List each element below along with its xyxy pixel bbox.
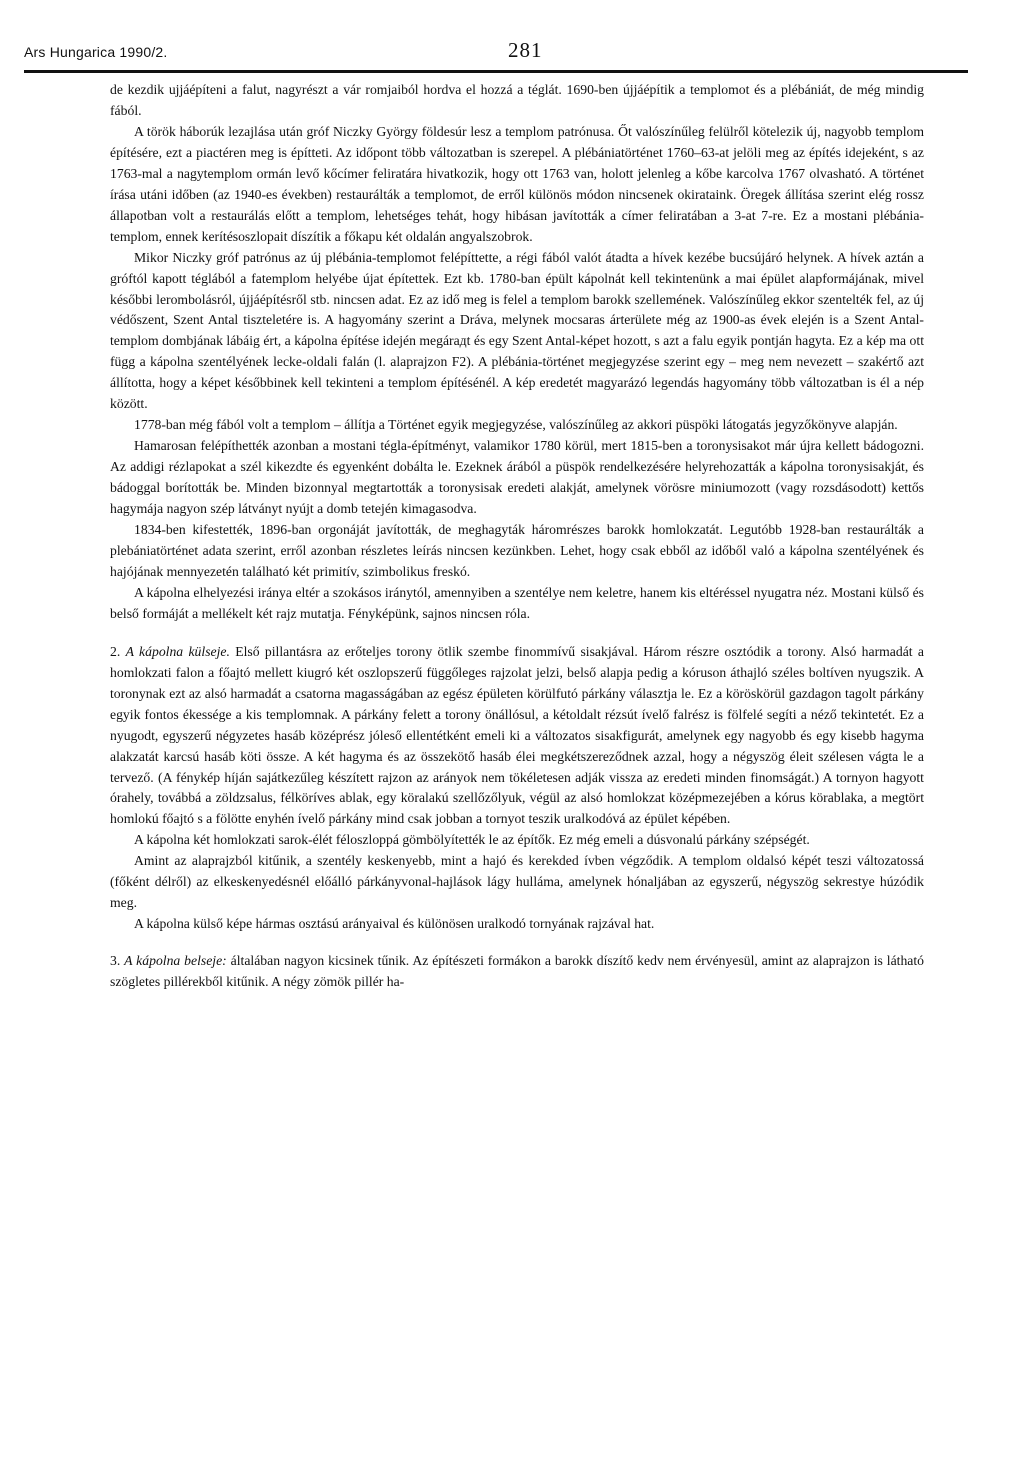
section-2-number: 2. [110, 643, 121, 659]
journal-title: Ars Hungarica 1990/2. [24, 44, 168, 60]
running-header [24, 38, 964, 72]
page-number: 281 [508, 38, 543, 62]
section-2-text: Első pillantásra az erőteljes torony ötlik szembe finommívű sisakjával. Három részre osztódik a torony. Alsó harmadát a homlokzati falon a főajtó mellett kiugró két oszlopszerű függőleges rajzolat jelzi, belső alapja pedig a kóruson áthajló széles boltíven nyugszik. A toronynak ezt az alsó harmadát a csatorna magasságában az egész épületen körülfutó párkány választja le. Ez a köröskörül gazdagon tagolt párkány egyik fontos ékessége a kis templomnak. A párkány felett a torony önállósul, a kétoldalt rézsút ívelő falrész is fölfelé segíti a néző tekintetét. Ez a nyugodt, egyszerű négyzetes hasáb középrész jóleső ellentétként emeli ki a változatos sisakfigurát, amelynek egy nagyobb és egy kisebb hagyma alakzatát karcsú hasáb köti össze. A két hagyma és az összekötő hasáb élei megkétszereződnek azzal, hogy a négyszög éleit szélesen vágta le a tervező. (A fénykép híján sajátkezűleg készített rajzon az arányok nem tökéletesen adják vissza az eredeti minden finomságát.) A tornyon hagyott órahely, továbbá a zöldzsalus, félköríves ablak, egy köralakú szellőzőlyuk, végül az alsó homlokzat középmezejében a kórus körablaka, a megtört homlokú főajtó s a fölötte enyhén ívelő párkány mind csak jobban a tornyot teszik uralkodóvá az épület képében. [110, 643, 925, 827]
section-2-title: A kápolna külseje. [125, 643, 230, 659]
paragraph: de kezdik ujjáépíteni a falut, nagyrészt a vár romjaiból hordva el hozzá a téglát. 1690-ben újjáépítik a templomot és a plébániát, de még mindig fából. [110, 82, 924, 118]
paragraph: Hamarosan felépíthették azonban a mostani tégla-építményt, valamikor 1780 körül, mert 1815-ben a toronysisakot már újra kellett bádogozni. Az addigi rézlapokat a szél kikezdte és egyenként dobálta le. Ezeknek árából a püspök rendelkezésére helyrehozatták a kápolna toronysisakját, és bádoggal borították be. Minden bizonnyal megtartották a toronysisak eredeti alakját, amelynek vörösre miniumozott (vagy rozsdásodott) kettős hagymája nagyon szép látványt nyújt a domb tetején kimagasodva. [110, 438, 924, 517]
paragraph: Amint az alaprajzból kitűnik, a szentély keskenyebb, mint a hajó és kerekded ívben végződik. A templom oldalsó képét teszi változatossá (főként délről) az elkeskenyedésnél előálló párkányvonal-hajlások lágy hulláma, amelynek hónaljában az egyszerű, négyszög sekrestye húzódik meg. [110, 853, 924, 911]
section-3-title: A kápolna belseje: [124, 953, 227, 969]
paragraph: A kápolna két homlokzati sarok-élét féloszloppá gömbölyítették le az építők. Ez még emeli a dúsvonalú párkány szépségét. [134, 832, 810, 848]
paragraph: 1834-ben kifestették, 1896-ban orgonáját javították, de meghagyták háromrészes barokk homlokzatát. Legutóbb 1928-ban restaurálták a plebániatörténet adata szerint, erről azonban részletes leírás nincsen kezünkben. Lehet, hogy csak ebből az időből való a kápolna szentélyének és hajójának mennyezetén található két primitív, szimbolikus freskó. [110, 522, 924, 579]
section-2-paragraph [110, 642, 924, 831]
section-3-paragraph [110, 951, 924, 993]
paragraph: Mikor Niczky gróf patrónus az új plébánia-templomot felépíttette, a régi fából valót átadta a hívek kezébe bucsújáró helynek. A hívek aztán a gróftól kapott téglából a fatemplom helyébe újat építettek. Ezt kb. 1780-ban épült kápolnát kell tekintenünk a mai épület alapformájának, mivel későbbi lerombolásról, újjáépítésről stb. nincsen adat. Ez az idő meg is felel a templom barokk szellemének. Valószínűleg ekkor szentelték fel, az új védőszent, Szent Antal tiszteletére is. A hagyomány szerint a Dráva, melynek mocsaras árterülete még az 1900-as évek elején is a Szent Antal-templom dombjának lábáig ért, a kápolna építése idején megárадt és egy Szent Antal-képet hozott, s azt a falu egyik pontján hagyta. Ez a kép ma ott függ a kápolna szentélyének lecke-oldali falán (l. alaprajzon F2). A plébánia-történet megjegyzése szerint egy – meg nem nevezett – szakértő azt állította, hogy a képet későbbinek kell tekinteni a templom építésénél. A kép eredetét magyarázó legendás hagyomány több változatban is él a nép között. [110, 249, 924, 412]
paragraph: 1778-ban még fából volt a templom – állítja a Történet egyik megjegyzése, valószínűleg az akkori püspöki látogatás jegyzőkönyve alapján. [134, 417, 898, 433]
paragraph: A kápolna külső képe hármas osztású arányaival és különösen uralkodó tornyának rajzával hat. [134, 916, 655, 932]
article-body [110, 80, 924, 993]
section-3-text: általában nagyon kicsinek tűnik. Az építészeti formákon a barokk díszítő kedv nem érvényesül, amint az alaprajzon is látható szögletes pillérekből kitűnik. A négy zömök pillér ha- [110, 953, 925, 990]
paragraph: A kápolna elhelyezési iránya eltér a szokásos iránytól, amennyiben a szentélye nem keletre, hanem kis eltéréssel nyugatra néz. Mostani külső és belső formáját a mellékelt két rajz mutatja. Fényképünk, sajnos nincsen róla. [110, 584, 924, 621]
section-3-number: 3. [110, 953, 121, 969]
header-rule [24, 70, 968, 73]
paragraph: A török háborúk lezajlása után gróf Niczky György földesúr lesz a templom patrónusa. Őt valószínűleg felülről kötelezik új, nagyobb templom építésére, ezt a piactéren meg is építteti. Az időpont több változatban is szerepel. A plébániatörténet 1760–63-at jelöli meg az építés idejeként, s az 1763-mal a nagytemplom ormán levő kőcímer feliratára hivatkozik, hogy ott 1763 van, holott jelenleg a kőbe karcolva 1767 olvasható. A történet írása utáni időben (az 1940-es években) restaurálták a templomot, de erről különös módon nincsenek okirataink. Öregek állítása szerint elég rossz állapotban volt a restaurálás előtt a templom, lehetséges tehát, hogy hibásan javították a címer feliratában a 3-at 7-re. Ez a mostani plébánia-templom, ennek kerítésoszlopait díszítik a főkapu két oldalán angyalszobrok. [110, 123, 924, 244]
